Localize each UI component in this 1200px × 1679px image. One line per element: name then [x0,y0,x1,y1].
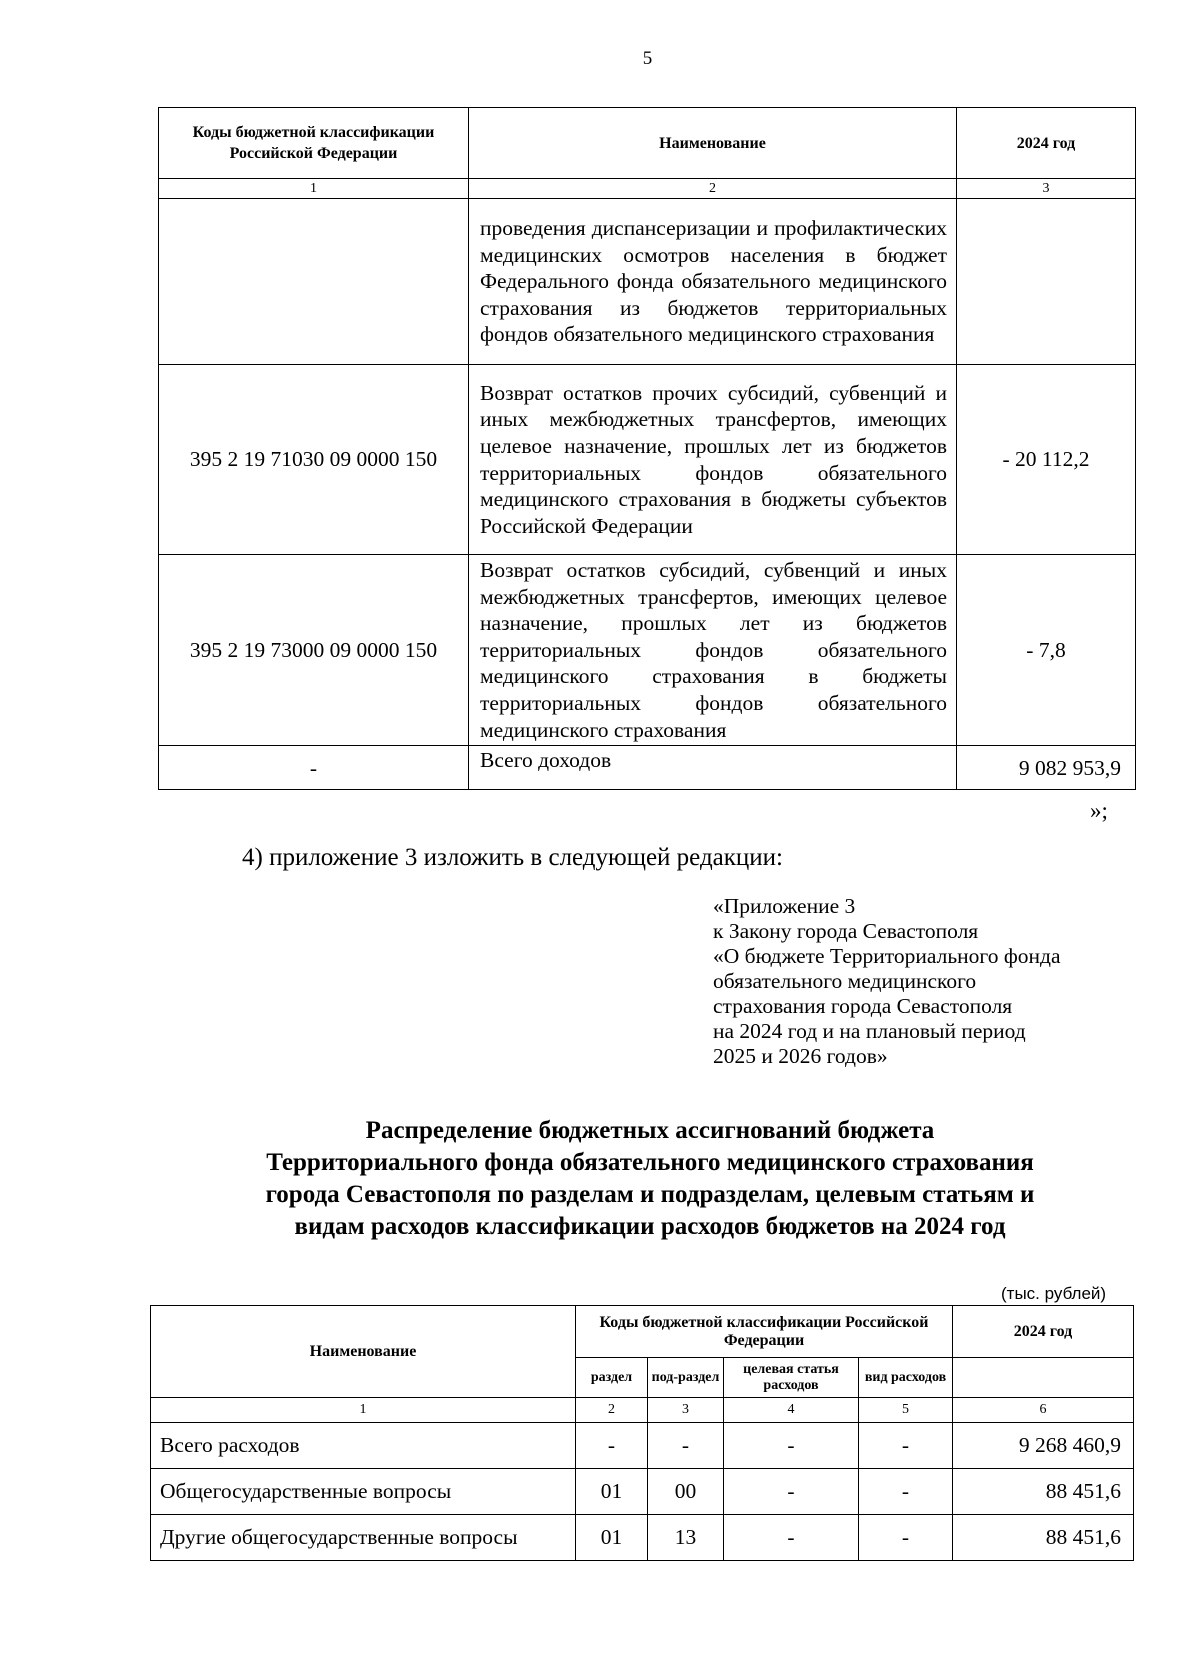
total-name: Всего доходов [469,746,957,790]
appendix-line: 2025 и 2026 годов» [713,1044,888,1068]
table-row [151,1469,1134,1515]
appendix-caption [713,894,1061,1069]
table-row [151,1423,1134,1469]
amendment-paragraph: 4) приложение 3 изложить в следующей редакции: [242,844,783,871]
row-value: - 7,8 [957,555,1136,746]
header-codes: Коды бюджетной классификации Российской Федерации [576,1306,953,1358]
row-target-article: - [724,1515,859,1561]
expenditure-table [150,1305,1134,1561]
row-name: Возврат остатков прочих субсидий, субвенций и иных межбюджетных трансфертов, имеющих целевое назначение, прошлых лет из бюджетов территориальных фондов обязательного медицинского страхования в бюджеты субъектов Российской Федерации [469,365,957,555]
header-year: 2024 год [953,1306,1134,1358]
table-row [151,1515,1134,1561]
header-target-article: целевая статья расходов [724,1358,859,1398]
row-name: проведения диспансеризации и профилактических медицинских осмотров населения в бюджет Федерального фонда обязательного медицинского страхования из бюджетов территориальных фондов обязательного медицинского страхования [469,199,957,365]
revenue-table [158,107,1136,790]
table-row [159,365,1136,555]
column-number: 4 [724,1398,859,1423]
title-line: видам расходов классификации расходов бюджетов на 2024 год [294,1213,1006,1240]
row-name: Общегосударственные вопросы [151,1469,576,1515]
column-number-row [159,179,1136,199]
row-value: 88 451,6 [953,1469,1134,1515]
row-target-article: - [724,1423,859,1469]
page-number: 5 [642,48,653,69]
row-code [159,199,469,365]
column-number: 1 [159,179,469,199]
column-number: 2 [576,1398,648,1423]
document-title [150,1115,1150,1243]
row-podrazdel: - [648,1423,724,1469]
row-name: Возврат остатков субсидий, субвенций и иных межбюджетных трансфертов, имеющих целевое назначение, прошлых лет из бюджетов территориальных фондов обязательного медицинского страхования в бюджеты территориальных фондов обязательного медицинского страхования [469,555,957,746]
header-expense-kind: вид расходов [859,1358,953,1398]
units-note: (тыс. рублей) [1001,1284,1107,1303]
total-code: - [159,746,469,790]
appendix-line: обязательного медицинского [713,969,977,993]
header-podrazdel: под-раздел [648,1358,724,1398]
row-value: 88 451,6 [953,1515,1134,1561]
table-header-row [151,1306,1134,1358]
appendix-line: страхования города Севастополя [713,994,1013,1018]
column-number: 3 [957,179,1136,199]
column-number: 1 [151,1398,576,1423]
header-codes: Коды бюджетной классификации Российской Федерации [159,108,469,179]
table-header-row [159,108,1136,179]
row-name: Всего расходов [151,1423,576,1469]
appendix-line: «Приложение 3 [713,894,856,918]
header-razdel: раздел [576,1358,648,1398]
closing-quote: »; [1090,798,1108,823]
total-row [159,746,1136,790]
row-value [957,199,1136,365]
row-razdel: 01 [576,1469,648,1515]
column-number: 5 [859,1398,953,1423]
column-number: 3 [648,1398,724,1423]
row-expense-kind: - [859,1423,953,1469]
row-podrazdel: 00 [648,1469,724,1515]
row-expense-kind: - [859,1515,953,1561]
column-number-row [151,1398,1134,1423]
header-name: Наименование [469,108,957,179]
row-value: - 20 112,2 [957,365,1136,555]
row-podrazdel: 13 [648,1515,724,1561]
appendix-line: к Закону города Севастополя [713,919,979,943]
header-year: 2024 год [957,108,1136,179]
table-row [159,199,1136,365]
row-target-article: - [724,1469,859,1515]
table-row [159,555,1136,746]
title-line: Территориального фонда обязательного медицинского страхования [266,1149,1034,1176]
row-razdel: - [576,1423,648,1469]
appendix-line: «О бюджете Территориального фонда [713,944,1061,968]
header-name: Наименование [151,1306,576,1398]
row-expense-kind: - [859,1469,953,1515]
row-name: Другие общегосударственные вопросы [151,1515,576,1561]
title-line: города Севастополя по разделам и подразделам, целевым статьям и [265,1181,1035,1208]
row-code: 395 2 19 73000 09 0000 150 [159,555,469,746]
column-number: 6 [953,1398,1134,1423]
total-value: 9 082 953,9 [957,746,1136,790]
header-empty [953,1358,1134,1398]
row-value: 9 268 460,9 [953,1423,1134,1469]
row-code: 395 2 19 71030 09 0000 150 [159,365,469,555]
column-number: 2 [469,179,957,199]
appendix-line: на 2024 год и на плановый период [713,1019,1026,1043]
row-razdel: 01 [576,1515,648,1561]
title-line: Распределение бюджетных ассигнований бюджета [365,1117,935,1144]
